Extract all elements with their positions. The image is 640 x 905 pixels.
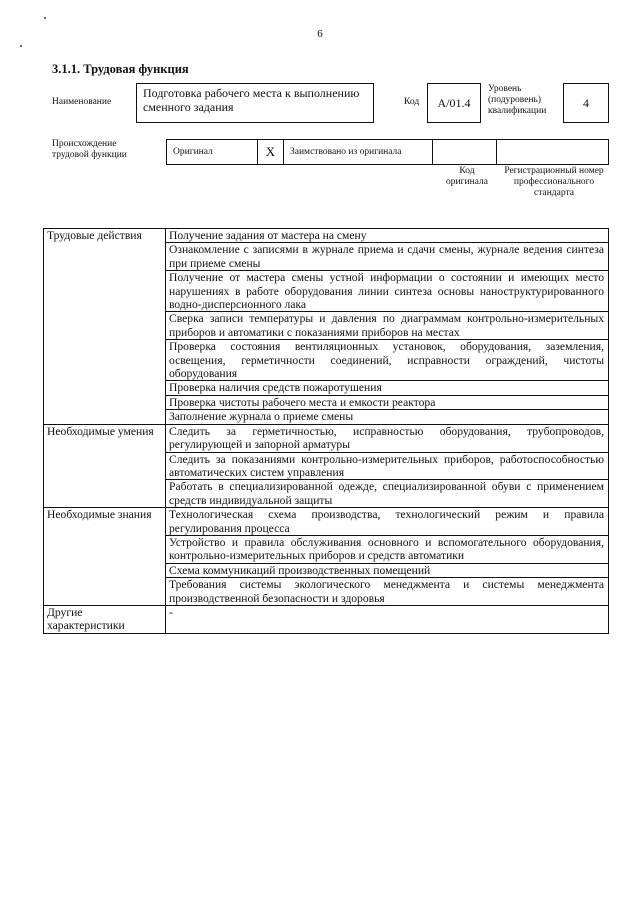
labor-function-table [43,228,609,634]
borrowed-label: Заимствовано из оригинала [290,146,402,157]
item-cell: Получение задания от мастера на смену [166,229,609,243]
item-cell: Технологическая схема производства, технологический режим и правила регулирования процесса [166,508,609,536]
name-value-box [136,83,374,123]
code-value-box [427,83,481,123]
item-cell: - [166,605,609,633]
item-cell: Следить за герметичностью, исправностью оборудования, трубопроводов, регулирующей и запорной арматуры [166,424,609,452]
original-mark-cell [257,139,284,165]
item-cell: Получение от мастера смены устной информации о состоянии и имеющих место нарушениях в работе оборудования линии синтеза основы наноструктурированного водно-дисперсионного лака [166,271,609,312]
item-cell: Требования системы экологического менеджмента и системы менеджмента производственной безопасности и здоровья [166,578,609,606]
item-cell: Проверка состояния вентиляционных установок, оборудования, заземления, освещения, герметичности соединений, исправности ограждений, чистоты оборудования [166,340,609,381]
section-title: 3.1.1. Трудовая функция [52,62,189,76]
category-cell: Другие характеристики [44,605,166,633]
qualification-level: 4 [583,96,589,110]
level-label: Уровень (подуровень) квалификации [488,84,547,116]
reg-number-cell [496,139,609,165]
item-cell: Устройство и правила обслуживания основного и вспомогательного оборудования, контрольно-измерительных приборов и средств автоматики [166,535,609,563]
item-cell: Следить за показаниями контрольно-измерительных приборов, работоспособностью автоматических систем управления [166,452,609,480]
code-original-caption: Код оригинала [446,166,488,187]
reg-number-caption: Регистрационный номер профессионального стандарта [504,166,604,198]
borrowed-cell [283,139,433,165]
item-cell: Работать в специализированной одежде, специализированной обуви с применением средств индивидуальной защиты [166,480,609,508]
code-original-cell [432,139,497,165]
page-number: 6 [317,28,323,40]
table-row [44,229,609,243]
item-cell: Проверка чистоты рабочего места и емкости реактора [166,395,609,409]
original-mark: X [265,144,276,159]
scan-dot [20,45,22,47]
item-cell: Схема коммуникаций производственных помещений [166,563,609,577]
table-row [44,605,609,633]
level-value-box [563,83,609,123]
item-cell: Ознакомление с записями в журнале приема и сдачи смены, журнале ведения синтеза при приеме смены [166,243,609,271]
original-label: Оригинал [173,146,213,157]
scan-dot [44,17,46,19]
item-cell: Заполнение журнала о приеме смены [166,410,609,424]
table-row [44,424,609,452]
category-cell: Необходимые умения [44,424,166,507]
item-cell: Проверка наличия средств пожаротушения [166,381,609,395]
category-cell: Необходимые знания [44,508,166,606]
code-label: Код [404,97,420,107]
function-code: А/01.4 [437,96,471,110]
category-cell: Трудовые действия [44,229,166,425]
table-row [44,508,609,536]
name-label: Наименование [52,97,112,107]
item-cell: Сверка записи температуры и давления по диаграммам контрольно-измерительных приборов и автоматики с показаниями приборов на местах [166,312,609,340]
original-cell [166,139,258,165]
function-name: Подготовка рабочего места к выполнению сменного задания [143,86,360,114]
origin-label: Происхождение трудовой функции [52,139,127,160]
